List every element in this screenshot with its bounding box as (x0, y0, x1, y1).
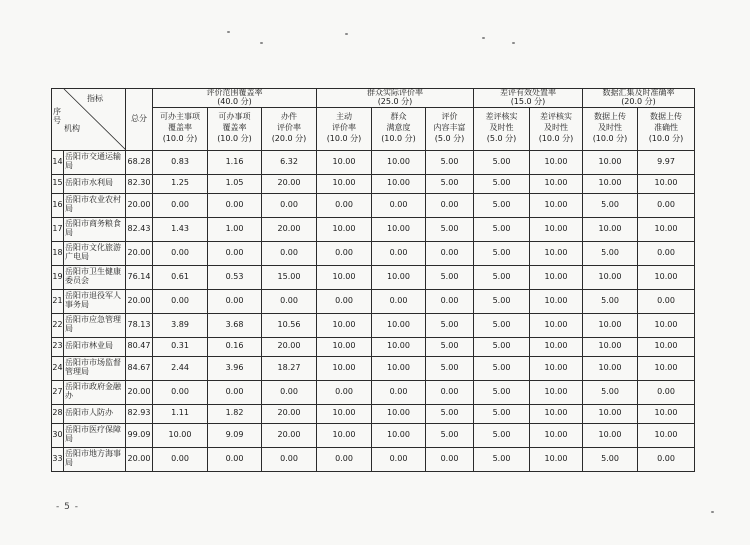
total-score-cell: 76.14 (126, 265, 153, 289)
scan-speck (345, 33, 348, 35)
score-cell: 0.00 (317, 241, 372, 265)
score-cell: 0.00 (153, 241, 208, 265)
score-cell: 1.43 (153, 217, 208, 241)
org-name-cell: 岳阳市农业农村局 (64, 193, 126, 217)
score-cell: 0.00 (208, 193, 262, 217)
score-cell: 0.00 (153, 447, 208, 471)
score-cell: 5.00 (583, 380, 638, 404)
table-row (52, 447, 695, 471)
org-name-cell: 岳阳市商务粮食局 (64, 217, 126, 241)
score-cell: 10.00 (372, 356, 426, 380)
org-name-cell: 岳阳市退役军人事务局 (64, 289, 126, 313)
score-cell: 5.00 (583, 447, 638, 471)
score-cell: 5.00 (474, 265, 530, 289)
score-cell: 0.16 (208, 337, 262, 356)
score-cell: 0.00 (262, 193, 317, 217)
total-score-cell: 99.09 (126, 423, 153, 447)
seq-cell: 21 (52, 289, 64, 313)
score-cell: 10.00 (530, 217, 583, 241)
seq-cell: 18 (52, 241, 64, 265)
score-cell: 0.00 (317, 380, 372, 404)
score-cell: 10.00 (317, 217, 372, 241)
total-score-cell: 82.43 (126, 217, 153, 241)
org-name-cell: 岳阳市人防办 (64, 404, 126, 423)
seq-cell: 30 (52, 423, 64, 447)
score-cell: 10.00 (317, 337, 372, 356)
score-cell: 0.00 (638, 447, 695, 471)
scan-speck (260, 42, 263, 44)
corner-header (52, 89, 126, 151)
score-cell: 0.00 (372, 289, 426, 313)
subheader-cell: 可办事项 覆盖率 (10.0 分) (208, 107, 262, 150)
score-cell: 5.00 (426, 150, 474, 174)
score-cell: 0.00 (208, 289, 262, 313)
score-cell: 3.96 (208, 356, 262, 380)
score-cell: 10.00 (372, 217, 426, 241)
corner-seq-label: 序号 (53, 107, 61, 126)
total-score-cell: 82.93 (126, 404, 153, 423)
total-score-cell: 20.00 (126, 193, 153, 217)
scan-speck (512, 42, 515, 44)
score-cell: 10.00 (638, 356, 695, 380)
group-header: 数据汇集及时准确率 (20.0 分) (583, 89, 695, 108)
score-cell: 0.00 (153, 380, 208, 404)
score-cell: 20.00 (262, 337, 317, 356)
org-name-cell: 岳阳市医疗保障局 (64, 423, 126, 447)
score-cell: 20.00 (262, 404, 317, 423)
table-row (52, 423, 695, 447)
score-cell: 1.25 (153, 174, 208, 193)
total-score-cell: 20.00 (126, 289, 153, 313)
score-cell: 10.56 (262, 313, 317, 337)
seq-cell: 16 (52, 193, 64, 217)
score-cell: 0.00 (372, 193, 426, 217)
score-cell: 5.00 (426, 313, 474, 337)
total-header: 总分 (126, 89, 153, 151)
total-score-cell: 84.67 (126, 356, 153, 380)
score-cell: 0.00 (262, 289, 317, 313)
total-score-cell: 20.00 (126, 241, 153, 265)
score-cell: 10.00 (638, 423, 695, 447)
score-cell: 5.00 (474, 313, 530, 337)
table-body (52, 150, 695, 471)
total-score-cell: 68.28 (126, 150, 153, 174)
score-cell: 0.00 (208, 447, 262, 471)
table-row (52, 337, 695, 356)
table-row (52, 193, 695, 217)
score-cell: 10.00 (583, 174, 638, 193)
score-cell: 0.83 (153, 150, 208, 174)
score-cell: 0.00 (262, 380, 317, 404)
table-row (52, 356, 695, 380)
subheader-cell: 差评核实 及时性 (10.0 分) (530, 107, 583, 150)
score-cell: 5.00 (426, 404, 474, 423)
score-cell: 5.00 (474, 289, 530, 313)
table-row (52, 313, 695, 337)
score-cell: 10.00 (638, 217, 695, 241)
score-cell: 0.00 (426, 241, 474, 265)
score-cell: 10.00 (530, 193, 583, 217)
score-cell: 5.00 (474, 217, 530, 241)
total-score-cell: 80.47 (126, 337, 153, 356)
score-cell: 9.09 (208, 423, 262, 447)
subheader-cell: 办件 评价率 (20.0 分) (262, 107, 317, 150)
score-cell: 20.00 (262, 423, 317, 447)
score-cell: 10.00 (530, 174, 583, 193)
score-cell: 0.00 (638, 380, 695, 404)
score-cell: 10.00 (317, 423, 372, 447)
org-name-cell: 岳阳市应急管理局 (64, 313, 126, 337)
score-cell: 10.00 (530, 356, 583, 380)
score-cell: 10.00 (530, 337, 583, 356)
score-cell: 5.00 (474, 174, 530, 193)
score-cell: 5.00 (426, 174, 474, 193)
score-cell: 10.00 (530, 380, 583, 404)
score-cell: 0.00 (638, 289, 695, 313)
corner-indicator-label: 指标 (87, 94, 103, 103)
score-cell: 10.00 (317, 356, 372, 380)
score-cell: 10.00 (583, 265, 638, 289)
table-row (52, 404, 695, 423)
score-cell: 10.00 (530, 150, 583, 174)
seq-cell: 17 (52, 217, 64, 241)
score-cell: 5.00 (426, 423, 474, 447)
score-cell: 3.89 (153, 313, 208, 337)
score-cell: 5.00 (426, 337, 474, 356)
seq-cell: 15 (52, 174, 64, 193)
score-cell: 5.00 (583, 241, 638, 265)
score-cell: 0.00 (317, 447, 372, 471)
total-score-cell: 82.30 (126, 174, 153, 193)
score-cell: 10.00 (638, 404, 695, 423)
score-cell: 0.61 (153, 265, 208, 289)
score-cell: 1.11 (153, 404, 208, 423)
score-cell: 0.00 (372, 241, 426, 265)
score-cell: 2.44 (153, 356, 208, 380)
score-cell: 0.00 (426, 193, 474, 217)
score-cell: 5.00 (474, 380, 530, 404)
table-row (52, 265, 695, 289)
score-cell: 0.00 (426, 289, 474, 313)
score-cell: 10.00 (530, 289, 583, 313)
score-cell: 10.00 (638, 313, 695, 337)
score-cell: 5.00 (426, 356, 474, 380)
seq-cell: 27 (52, 380, 64, 404)
org-name-cell: 岳阳市林业局 (64, 337, 126, 356)
score-cell: 10.00 (317, 174, 372, 193)
score-cell: 5.00 (474, 150, 530, 174)
score-cell: 10.00 (372, 265, 426, 289)
evaluation-score-table (51, 88, 695, 472)
table-row (52, 289, 695, 313)
score-cell: 0.00 (153, 289, 208, 313)
score-cell: 5.00 (474, 337, 530, 356)
score-cell: 10.00 (583, 313, 638, 337)
score-cell: 10.00 (530, 423, 583, 447)
group-header: 差评有效处置率 (15.0 分) (474, 89, 583, 108)
org-name-cell: 岳阳市水利局 (64, 174, 126, 193)
score-cell: 1.05 (208, 174, 262, 193)
score-cell: 5.00 (583, 193, 638, 217)
score-cell: 0.00 (208, 380, 262, 404)
score-cell: 10.00 (317, 265, 372, 289)
score-cell: 5.00 (474, 447, 530, 471)
subheader-cell: 数据上传 及时性 (10.0 分) (583, 107, 638, 150)
score-cell: 10.00 (638, 337, 695, 356)
total-score-cell: 78.13 (126, 313, 153, 337)
corner-org-label: 机构 (64, 123, 80, 133)
score-cell: 10.00 (317, 150, 372, 174)
score-cell: 0.00 (426, 380, 474, 404)
subheader-cell: 群众 满意度 (10.0 分) (372, 107, 426, 150)
org-name-cell: 岳阳市地方海事局 (64, 447, 126, 471)
table-row (52, 150, 695, 174)
group-header: 评价范围覆盖率 (40.0 分) (153, 89, 317, 108)
subheader-cell: 主动 评价率 (10.0 分) (317, 107, 372, 150)
score-cell: 5.00 (474, 193, 530, 217)
subheader-cell: 差评核实 及时性 (5.0 分) (474, 107, 530, 150)
score-cell: 10.00 (317, 313, 372, 337)
score-cell: 10.00 (583, 356, 638, 380)
seq-cell: 23 (52, 337, 64, 356)
subheader-cell: 评价 内容丰富 (5.0 分) (426, 107, 474, 150)
seq-cell: 22 (52, 313, 64, 337)
score-cell: 1.16 (208, 150, 262, 174)
score-cell: 0.53 (208, 265, 262, 289)
score-cell: 10.00 (583, 337, 638, 356)
score-cell: 10.00 (583, 150, 638, 174)
score-cell: 10.00 (372, 150, 426, 174)
score-cell: 10.00 (317, 404, 372, 423)
score-cell: 0.00 (208, 241, 262, 265)
score-cell: 1.82 (208, 404, 262, 423)
score-cell: 10.00 (530, 404, 583, 423)
score-cell: 10.00 (583, 217, 638, 241)
score-cell: 9.97 (638, 150, 695, 174)
score-cell: 0.00 (317, 193, 372, 217)
table-row (52, 217, 695, 241)
score-cell: 10.00 (372, 174, 426, 193)
score-cell: 3.68 (208, 313, 262, 337)
score-cell: 5.00 (474, 356, 530, 380)
score-cell: 10.00 (638, 265, 695, 289)
score-cell: 20.00 (262, 217, 317, 241)
seq-cell: 33 (52, 447, 64, 471)
group-header: 群众实际评价率 (25.0 分) (317, 89, 474, 108)
score-cell: 0.00 (638, 241, 695, 265)
table-row (52, 174, 695, 193)
score-cell: 10.00 (372, 423, 426, 447)
org-name-cell: 岳阳市交通运输局 (64, 150, 126, 174)
score-cell: 5.00 (474, 241, 530, 265)
score-cell: 10.00 (530, 265, 583, 289)
score-cell: 6.32 (262, 150, 317, 174)
score-cell: 10.00 (583, 423, 638, 447)
score-cell: 5.00 (426, 265, 474, 289)
score-cell: 0.00 (262, 447, 317, 471)
score-cell: 10.00 (638, 174, 695, 193)
score-cell: 0.00 (317, 289, 372, 313)
score-cell: 0.00 (372, 380, 426, 404)
seq-cell: 19 (52, 265, 64, 289)
scan-speck (482, 37, 485, 39)
score-cell: 0.00 (426, 447, 474, 471)
score-cell: 5.00 (583, 289, 638, 313)
score-cell: 10.00 (583, 404, 638, 423)
score-cell: 18.27 (262, 356, 317, 380)
subheader-cell: 数据上传 准确性 (10.0 分) (638, 107, 695, 150)
score-cell: 10.00 (153, 423, 208, 447)
score-cell: 0.00 (372, 447, 426, 471)
score-cell: 10.00 (530, 447, 583, 471)
org-name-cell: 岳阳市政府金融办 (64, 380, 126, 404)
org-name-cell: 岳阳市卫生健康委员会 (64, 265, 126, 289)
score-cell: 5.00 (474, 423, 530, 447)
score-cell: 10.00 (372, 337, 426, 356)
seq-cell: 14 (52, 150, 64, 174)
score-cell: 10.00 (530, 313, 583, 337)
org-name-cell: 岳阳市文化旅游广电局 (64, 241, 126, 265)
subheader-cell: 可办主事项 覆盖率 (10.0 分) (153, 107, 208, 150)
score-cell: 0.00 (262, 241, 317, 265)
score-cell: 15.00 (262, 265, 317, 289)
total-score-cell: 20.00 (126, 447, 153, 471)
score-cell: 1.00 (208, 217, 262, 241)
score-cell: 0.00 (638, 193, 695, 217)
score-cell: 0.00 (153, 193, 208, 217)
seq-cell: 24 (52, 356, 64, 380)
scan-speck (227, 31, 230, 33)
score-cell: 10.00 (372, 404, 426, 423)
score-cell: 20.00 (262, 174, 317, 193)
score-cell: 10.00 (372, 313, 426, 337)
score-cell: 5.00 (474, 404, 530, 423)
seq-cell: 28 (52, 404, 64, 423)
score-cell: 5.00 (426, 217, 474, 241)
table-row (52, 380, 695, 404)
table-row (52, 241, 695, 265)
score-cell: 10.00 (530, 241, 583, 265)
page-number: - 5 - (56, 502, 79, 512)
score-cell: 0.31 (153, 337, 208, 356)
total-score-cell: 20.00 (126, 380, 153, 404)
scan-speck (711, 511, 714, 513)
org-name-cell: 岳阳市市场监督管理局 (64, 356, 126, 380)
